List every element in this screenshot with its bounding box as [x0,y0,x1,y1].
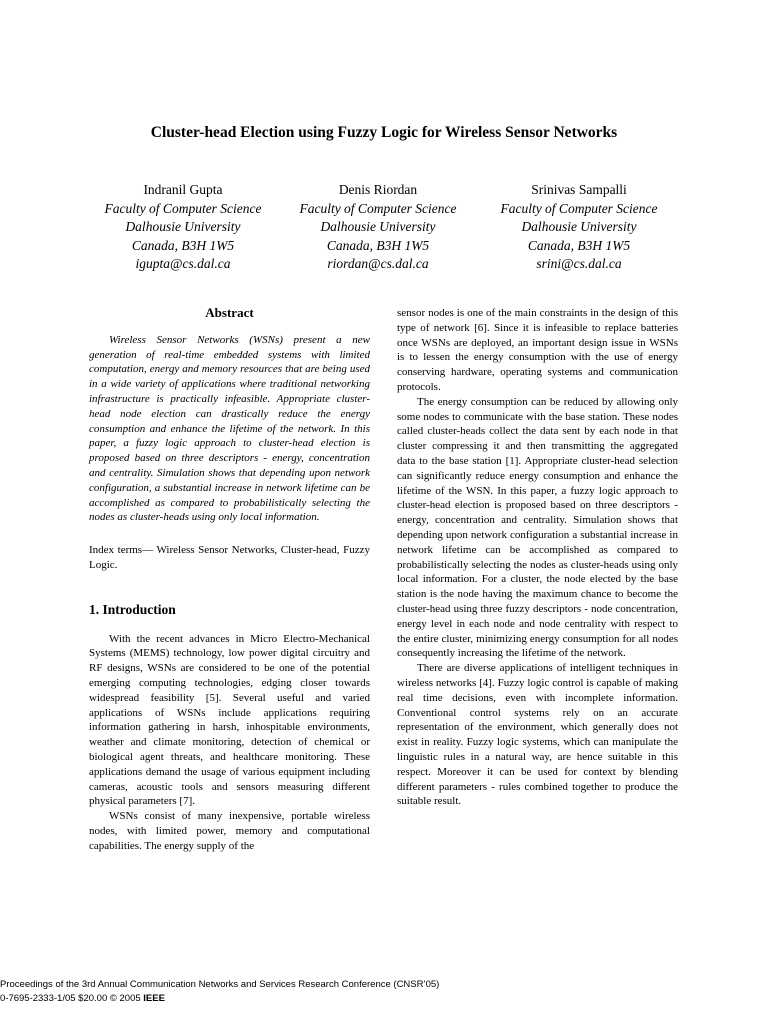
right-column [397,306,678,809]
author-name: Srinivas Sampalli [531,182,627,197]
left-column [89,306,370,854]
author-email: riordan@cs.dal.ca [327,256,429,271]
body-paragraph-2: The energy consumption can be reduced by allowing only some nodes to communicate with the base station. These nodes called cluster-heads collect the data sent by each node in that cluster compressing it and then transmitting the aggregated data to the base station [1]. Appropriate cluster-head selection can significantly reduce energy consumption and enhance the lifetime of the WSN. In this paper, a fuzzy logic approach to cluster-head election is proposed based on three descriptors - energy, concentration and centrality. Simulation shows that depending upon network configuration a substantial increase in network lifetime can be accomplished as compared to probabilistically selecting the nodes as cluster-heads using only local information. For a cluster, the node elected by the base station is the node having the maximum chance to become the cluster-head using three fuzzy descriptors - node concentration, energy level in each node and node centrality with respect to the entire cluster, minimizing energy consumption for all nodes consequently increasing the lifetime of the network. [397,395,678,660]
author-university: Dalhousie University [521,219,637,234]
author-email: igupta@cs.dal.ca [135,256,231,271]
author-affiliation: Faculty of Computer Science [104,200,262,216]
author-location: Canada, B3H 1W5 [131,237,235,253]
author-university: Dalhousie University [320,219,436,234]
paper-title: Cluster-head Election using Fuzzy Logic for Wireless Sensor Networks [150,124,618,141]
page-footer [0,978,439,1005]
author-email: srini@cs.dal.ca [536,256,622,271]
body-paragraph-3: There are diverse applications of intelligent techniques in wireless networks [4]. Fuzzy logic control is capable of making real time decisions, even with incomplete information. Conventional control systems rely on an accurate representation of the environment, which generally does not exist in reality. Fuzzy logic systems, which can manipulate the linguistic rules in a natural way, are hence suitable in this respect. Moreover it can be used for context by blending different parameters - rules combined together to produce the suitable result. [397,662,678,808]
ieee-logo-text: IEEE [143,992,165,1004]
author-location: Canada, B3H 1W5 [527,237,631,253]
intro-paragraph-2: WSNs consist of many inexpensive, portable wireless nodes, with limited power, memory and computational capabilities. The energy supply of the [89,810,370,852]
abstract-heading: Abstract [205,305,254,320]
author-affiliation: Faculty of Computer Science [299,200,457,216]
author-2 [278,181,478,274]
author-name: Denis Riordan [338,182,418,197]
index-terms: Index terms— Wireless Sensor Networks, Cluster-head, Fuzzy Logic. [89,544,370,571]
author-name: Indranil Gupta [143,182,223,197]
abstract-text: Wireless Sensor Networks (WSNs) present a new generation of real-time embedded systems with limited computation, energy and memory resources that are being used in a wide variety of applications where traditional networking infrastructure is practically infeasible. Appropriate cluster-head node election can drastically reduce the energy consumption and enhance the lifetime of the network. In this paper, a fuzzy logic approach to cluster-head election is proposed based on three descriptors - energy, concentration and centrality. Simulation shows that depending upon network configuration, a substantial increase in network lifetime can be accomplished as compared to probabilistically selecting the nodes as cluster-heads using only local information. [89,333,370,524]
author-1 [83,181,283,274]
body-paragraph-1: sensor nodes is one of the main constraints in the design of this type of network [6]. Since it is infeasible to replace batteries once WSNs are deployed, an important design issue in WSNs is to lessen the energy consumption with the use of energy conserving hardware, operating systems and communication protocols. [397,307,678,393]
author-affiliation: Faculty of Computer Science [500,200,658,216]
footer-copyright [0,992,439,1006]
footer-proceedings: Proceedings of the 3rd Annual Communication Networks and Services Research Conference (CNSR’05) [0,979,440,990]
footer-isbn: 0-7695-2333-1/05 $20.00 © 2005 [0,992,144,1004]
author-university: Dalhousie University [125,219,241,234]
intro-paragraph-1: With the recent advances in Micro Electro-Mechanical Systems (MEMS) technology, low power digital circuitry and RF designs, WSNs are considered to be one of the potential emerging computing technologies, edging closer towards widespread feasibility [5]. Several useful and varied applications of WSNs include applications requiring information gathering in harsh, inhospitable environments, weather and climate monitoring, detection of chemical or biological agent threats, and healthcare monitoring. These applications demand the usage of various equipment including cameras, acoustic tools and sensors measuring different physical parameters [7]. [89,632,370,808]
author-location: Canada, B3H 1W5 [326,237,430,253]
section-heading-introduction: 1. Introduction [89,601,176,617]
author-3 [479,181,679,274]
